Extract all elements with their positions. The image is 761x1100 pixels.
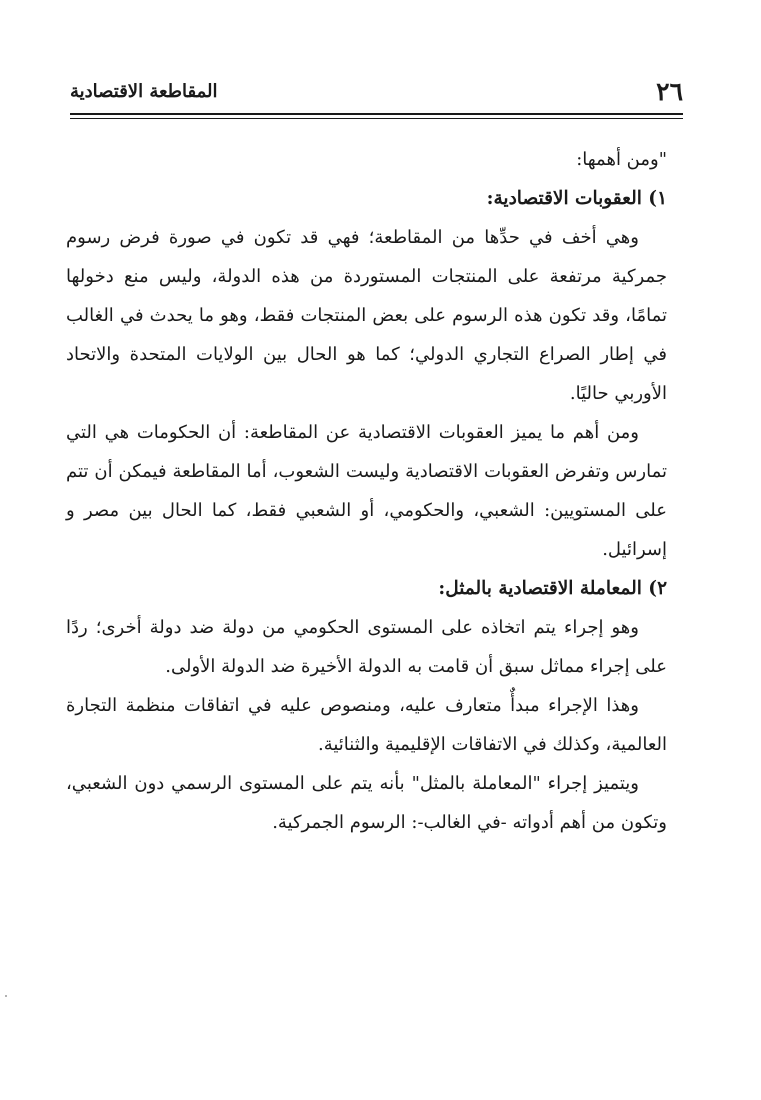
section-heading-reciprocity: ٢) المعاملة الاقتصادية بالمثل: — [438, 578, 667, 599]
section-heading-sanctions: ١) العقوبات الاقتصادية: — [486, 188, 667, 209]
margin-speck — [5, 995, 7, 997]
intro-line: "ومن أهمها: — [576, 149, 667, 170]
paragraph: وهي أخف في حدِّها من المقاطعة؛ فهي قد تكون في صورة فرض رسوم جمركية مرتفعة على المنتجات المستوردة من هذه الدولة، وليس منع دخولها تمامًا، وقد تكون هذه الرسوم على بعض المنتجات فقط، وهو ما يحدث في الغالب في إطار الصراع التجاري الدولي؛ كما هو الحال بين الولايات المتحدة والاتحاد الأوربي حاليًا. — [66, 227, 667, 404]
header-rule-thin — [70, 118, 683, 119]
page-number: ٢٦ — [656, 77, 683, 106]
paragraph: ومن أهم ما يميز العقوبات الاقتصادية عن المقاطعة: أن الحكومات هي التي تمارس وتفرض العقوبات الاقتصادية وليست الشعوب، أما المقاطعة فيمكن أن تتم على المستويين: الشعبي، والحكومي، أو الشعبي فقط، كما الحال بين مصر و إسرائيل. — [66, 422, 667, 560]
running-header — [70, 74, 683, 110]
paragraph: وهو إجراء يتم اتخاذه على المستوى الحكومي من دولة ضد دولة أخرى؛ ردًا على إجراء مماثل سبق أن قامت به الدولة الأخيرة ضد الدولة الأولى. — [66, 617, 667, 677]
paragraph: ويتميز إجراء "المعاملة بالمثل" بأنه يتم على المستوى الرسمي دون الشعبي، وتكون من أهم أدواته -في الغالب-: الرسوم الجمركية. — [66, 773, 667, 833]
body-text — [66, 140, 667, 842]
paragraph: وهذا الإجراء مبدأٌ متعارف عليه، ومنصوص عليه في اتفاقات منظمة التجارة العالمية، وكذلك في الاتفاقات الإقليمية والثنائية. — [66, 695, 667, 755]
running-title: المقاطعة الاقتصادية — [70, 81, 218, 102]
header-rule-thick — [70, 113, 683, 115]
